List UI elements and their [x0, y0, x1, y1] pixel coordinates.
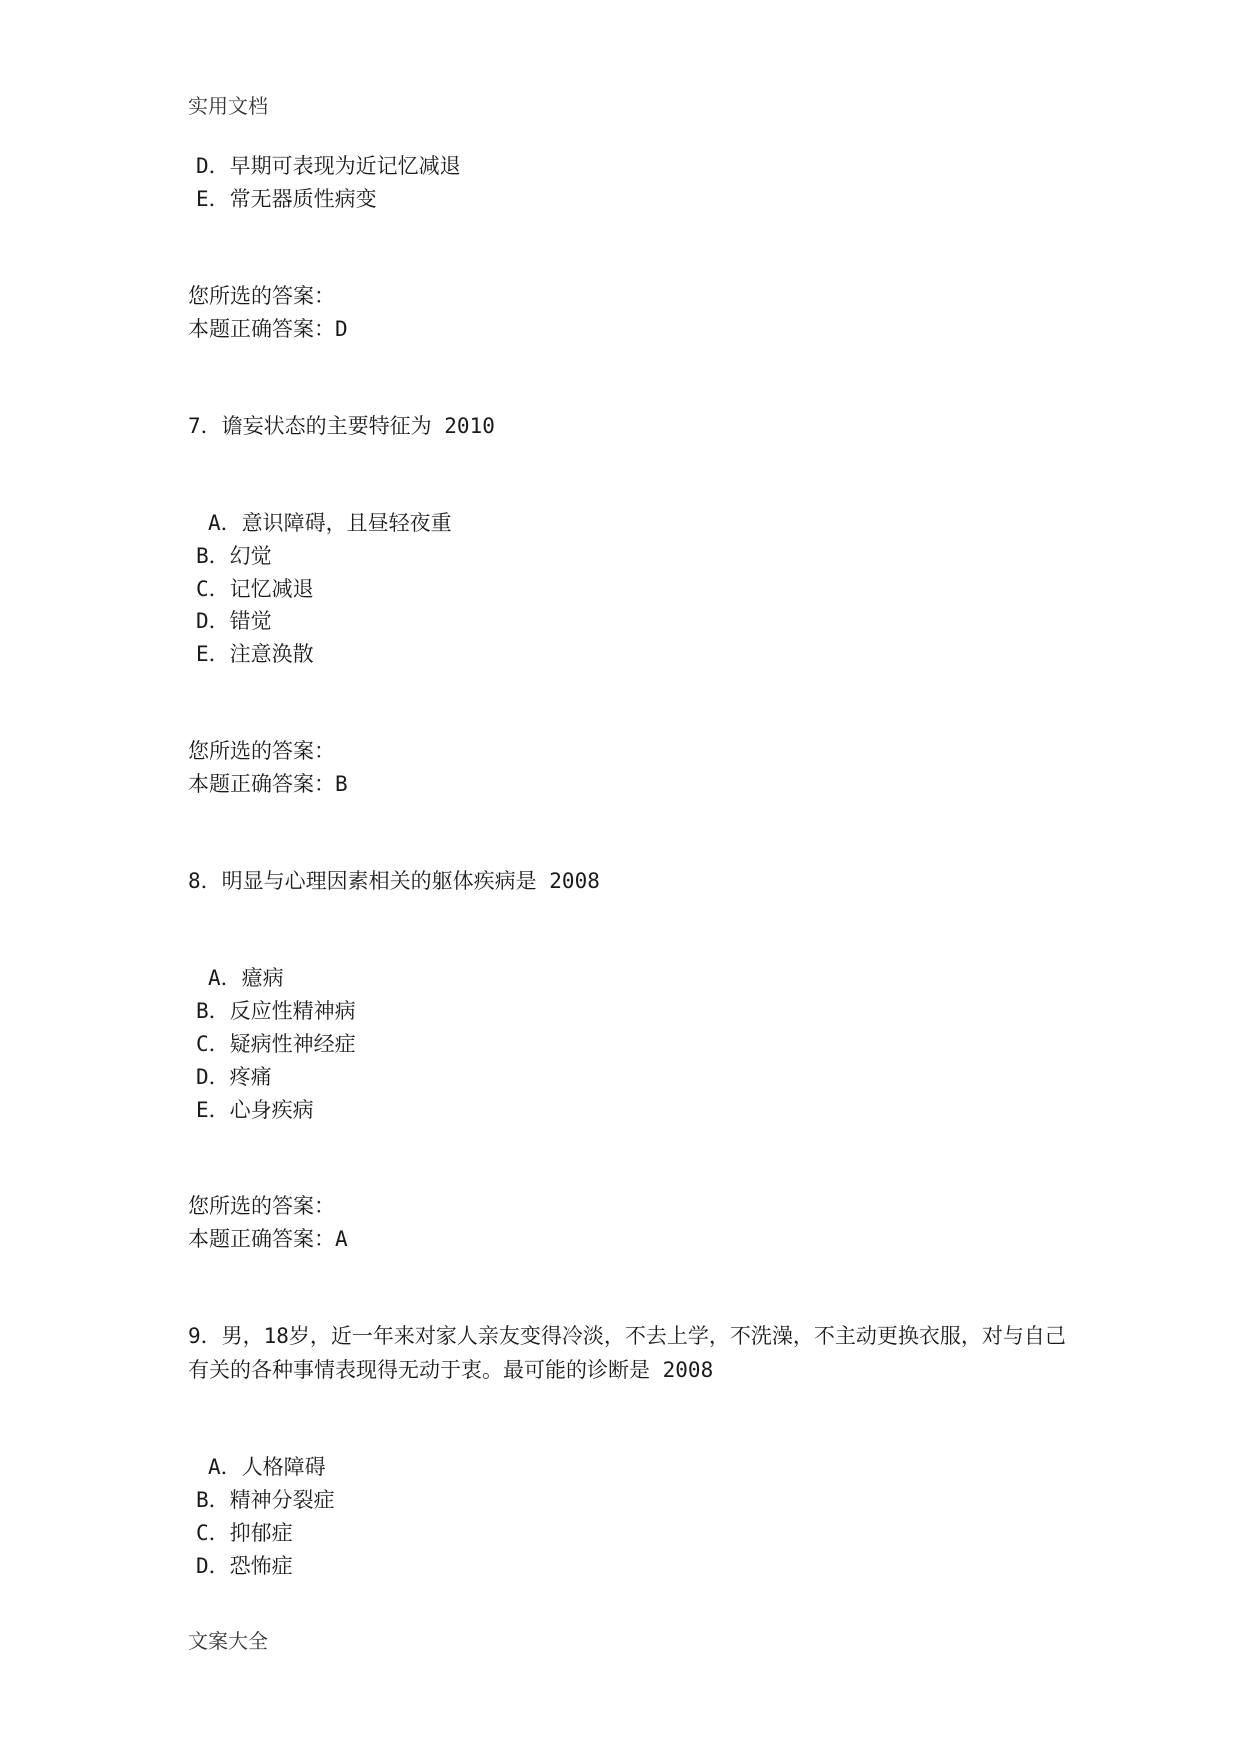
q9-option-d: D．恐怖症 — [196, 1554, 293, 1578]
q8-your-answer-label: 您所选的答案： — [188, 1194, 335, 1218]
q7-correct-answer: 本题正确答案：B — [188, 772, 348, 796]
q7-option-d: D．错觉 — [196, 609, 272, 633]
q8-option-a: A．癔病 — [208, 966, 284, 990]
option-d: D．早期可表现为近记忆减退 — [196, 154, 461, 178]
q8-option-c: C．疑病性神经症 — [196, 1032, 356, 1056]
q9-option-c: C．抑郁症 — [196, 1521, 293, 1545]
correct-answer: 本题正确答案：D — [188, 317, 348, 341]
question-9: 9．男，18岁，近一年来对家人亲友变得冷淡，不去上学，不洗澡，不主动更换衣服，对与自己有关的各种事情表现得无动于衷。最可能的诊断是 2008 — [188, 1324, 1066, 1382]
page-header: 实用文档 — [188, 94, 268, 118]
your-answer-label: 您所选的答案： — [188, 284, 335, 308]
q8-option-b: B．反应性精神病 — [196, 999, 356, 1023]
q8-option-d: D．疼痛 — [196, 1065, 272, 1089]
q7-option-b: B．幻觉 — [196, 544, 272, 568]
question-7: 7．谵妄状态的主要特征为 2010 — [188, 414, 495, 438]
question-8: 8．明显与心理因素相关的躯体疾病是 2008 — [188, 869, 600, 893]
page-footer: 文案大全 — [188, 1629, 268, 1653]
q7-your-answer-label: 您所选的答案： — [188, 739, 335, 763]
q9-option-b: B．精神分裂症 — [196, 1488, 335, 1512]
q8-correct-answer: 本题正确答案：A — [188, 1227, 348, 1251]
q9-option-a: A．人格障碍 — [208, 1455, 326, 1479]
q7-option-e: E．注意涣散 — [196, 642, 314, 666]
q7-option-c: C．记忆减退 — [196, 577, 314, 601]
q8-option-e: E．心身疾病 — [196, 1098, 314, 1122]
q7-option-a: A．意识障碍，且昼轻夜重 — [208, 511, 452, 535]
option-e: E．常无器质性病变 — [196, 187, 377, 211]
